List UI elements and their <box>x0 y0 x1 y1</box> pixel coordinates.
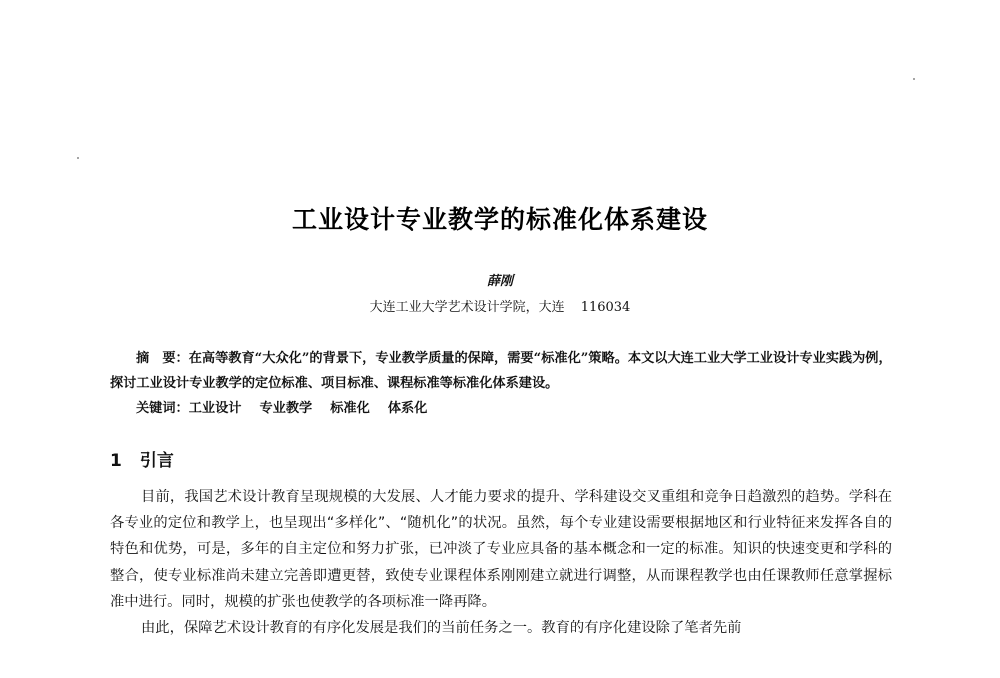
abstract-text: 在高等教育“大众化”的背景下，专业教学质量的保障，需要“标准化”策略。本文以大连工业大学工业设计专业实践为例，探讨工业设计专业教学的定位标准、项目标准、课程标准等标准化体系建设。 <box>110 351 892 391</box>
section-title: 引言 <box>139 451 174 471</box>
keyword: 标准化 <box>330 401 370 416</box>
abstract-label: 摘 要： <box>136 351 189 366</box>
keywords-line <box>110 396 892 421</box>
keyword: 体系化 <box>387 401 428 416</box>
section-heading <box>110 446 174 471</box>
affiliation-text: 大连工业大学艺术设计学院，大连 <box>369 300 565 315</box>
abstract-paragraph <box>110 346 892 396</box>
keyword: 工业设计 <box>188 401 242 416</box>
author-affiliation <box>0 296 1000 315</box>
postcode: 116034 <box>580 300 631 315</box>
abstract-block <box>110 346 892 421</box>
body-text <box>110 484 892 641</box>
scan-speck <box>77 157 79 159</box>
scan-speck <box>913 78 915 80</box>
keyword: 专业教学 <box>259 401 313 416</box>
body-paragraph: 目前，我国艺术设计教育呈现规模的大发展、人才能力要求的提升、学科建设交叉重组和竞争日趋激烈的趋势。学科在各专业的定位和教学上，也呈现出“多样化”、“随机化”的状况。虽然，每个专业建设需要根据地区和行业特征来发挥各自的特色和优势，可是，多年的自主定位和努力扩张，已冲淡了专业应具备的基本概念和一定的标准。知识的快速变更和学科的整合，使专业标准尚未建立完善即遭更替，致使专业课程体系刚刚建立就进行调整，从而课程教学也由任课教师任意掌握标准中进行。同时，规模的扩张也使教学的各项标准一降再降。 <box>110 489 892 610</box>
section-number: 1 <box>110 451 122 471</box>
paper-title: 工业设计专业教学的标准化体系建设 <box>291 205 708 234</box>
body-paragraph: 由此，保障艺术设计教育的有序化发展是我们的当前任务之一。教育的有序化建设除了笔者先前 <box>141 620 742 637</box>
keywords-label: 关键词： <box>136 401 189 416</box>
author-name: 薛刚 <box>486 274 513 289</box>
